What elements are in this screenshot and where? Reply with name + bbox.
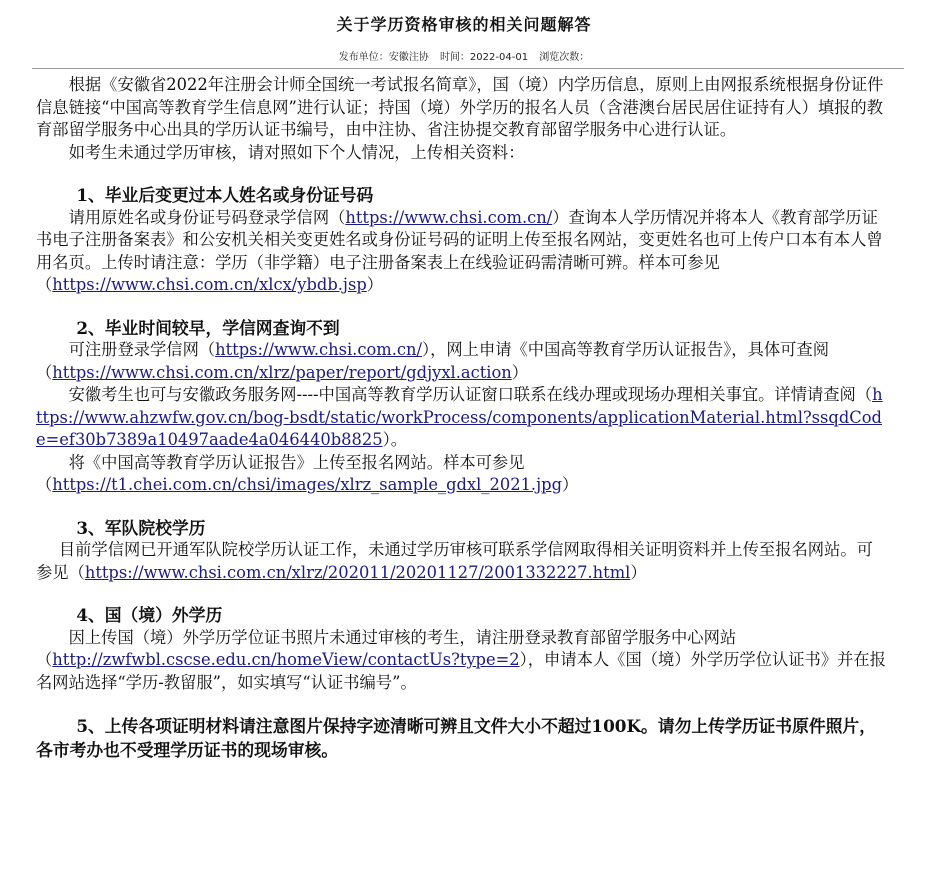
text: ） [366,275,384,294]
text: 请用原姓名或身份证号码登录学信网（ [68,207,346,227]
publish-time: 时间：2022-04-01 [439,52,529,63]
sample-image-link[interactable]: https://t1.chei.com.cn/chsi/images/xlrz_sample_gdxl_2021.jpg [52,475,563,494]
page-title: 关于学历资格审核的相关问题解答 [336,15,592,34]
report-link[interactable]: https://www.chsi.com.cn/xlrz/paper/report/gdjyxl.action [52,362,512,382]
section-3-heading: 3、军队院校学历 [76,517,206,538]
chsi-link[interactable]: https://www.chsi.com.cn/ [345,207,553,227]
section-2-body-b [36,384,886,452]
text: 因上传国（境）外学历学位证书照片未通过审核的考生，请注册登录教育部留学服务中心网站（ [36,627,737,669]
section-2-heading: 2、毕业时间较早，学信网查询不到 [76,317,340,338]
ybdb-sample-link[interactable]: https://www.chsi.com.cn/xlcx/ybdb.jsp [52,275,367,294]
text: ） [511,362,529,382]
article-body [36,74,886,762]
article-meta [0,48,928,63]
text: ） [562,475,579,494]
cscse-link[interactable]: http://zwfwbl.cscse.edu.cn/homeView/contactUs?type=2 [52,650,520,669]
view-count: 浏览次数： [539,52,590,63]
text: ）。 [382,430,407,449]
section-3-body [36,539,886,584]
text: ），网上申请《中国高等教育学历认证报告》，具体可查阅（ [36,340,829,382]
divider [32,68,904,69]
intro-paragraph-2: 如考生未通过学历审核，请对照如下个人情况，上传相关资料： [68,142,525,162]
intro-paragraph: 根据《安徽省2022年注册会计师全国统一考试报名简章》，国（境）内学历信息，原则上由网报系统根据身份证件信息链接“中国高等教育学生信息网”进行认证；持国（境）外学历的报名人员（含港澳台居民居住证持有人）填报的教育部留学服务中心出具的学历认证书编号，由中注协、省注协提交教育部留学服务中心进行认证。 [36,75,884,139]
text: ） [630,562,647,582]
text: 可注册登录学信网（ [68,340,216,359]
section-1-heading: 1、毕业后变更过本人姓名或身份证号码 [76,185,374,205]
ahzwfw-link[interactable]: https://www.ahzwfw.gov.cn/bog-bsdt/static/workProcess/components/applicationMaterial.html?ssqdCode=ef30b7389a10497aade4a046440b8825 [36,385,883,449]
chsi-link[interactable]: https://www.chsi.com.cn/ [215,340,422,359]
publisher: 发布单位：安徽注协 [338,52,429,63]
text: 安徽考生也可与安徽政务服务网----中国高等教育学历认证窗口联系在线办理或现场办理相关事宜。详情请查阅（ [68,385,873,404]
military-link[interactable]: https://www.chsi.com.cn/xlrz/202011/20201127/2001332227.html [84,562,631,582]
text: ）查询本人学历情况并将本人《教育部学历证书电子注册备案表》和公安机关相关变更姓名或身份证号码的证明上传至报名网站，变更姓名也可上传户口本有本人曾用名页。上传时请注意：学历（非学籍）电子注册备案表上在线验证码需清晰可辨。样本可参见（ [36,207,883,294]
section-2-body-a [36,339,886,384]
text: 将《中国高等教育学历认证报告》上传至报名网站。样本可参见（ [36,452,525,494]
text: ），申请本人《国（境）外学历学位认证书》并在报名网站选择“学历-教留服”，如实填写“认证书编号”。 [36,650,886,692]
section-2-body-c [36,452,886,497]
section-4-body [36,627,886,695]
section-4-heading: 4、国（境）外学历 [76,605,223,625]
section-5-note: 5、上传各项证明材料请注意图片保持字迹清晰可辨且文件大小不超过100K。请勿上传学历证书原件照片，各市考办也不受理学历证书的现场审核。 [36,716,876,760]
text: 目前学信网已开通军队院校学历认证工作，未通过学历审核可联系学信网取得相关证明资料并上传至报名网站。可参见（ [36,540,873,582]
section-1-body [36,207,886,297]
